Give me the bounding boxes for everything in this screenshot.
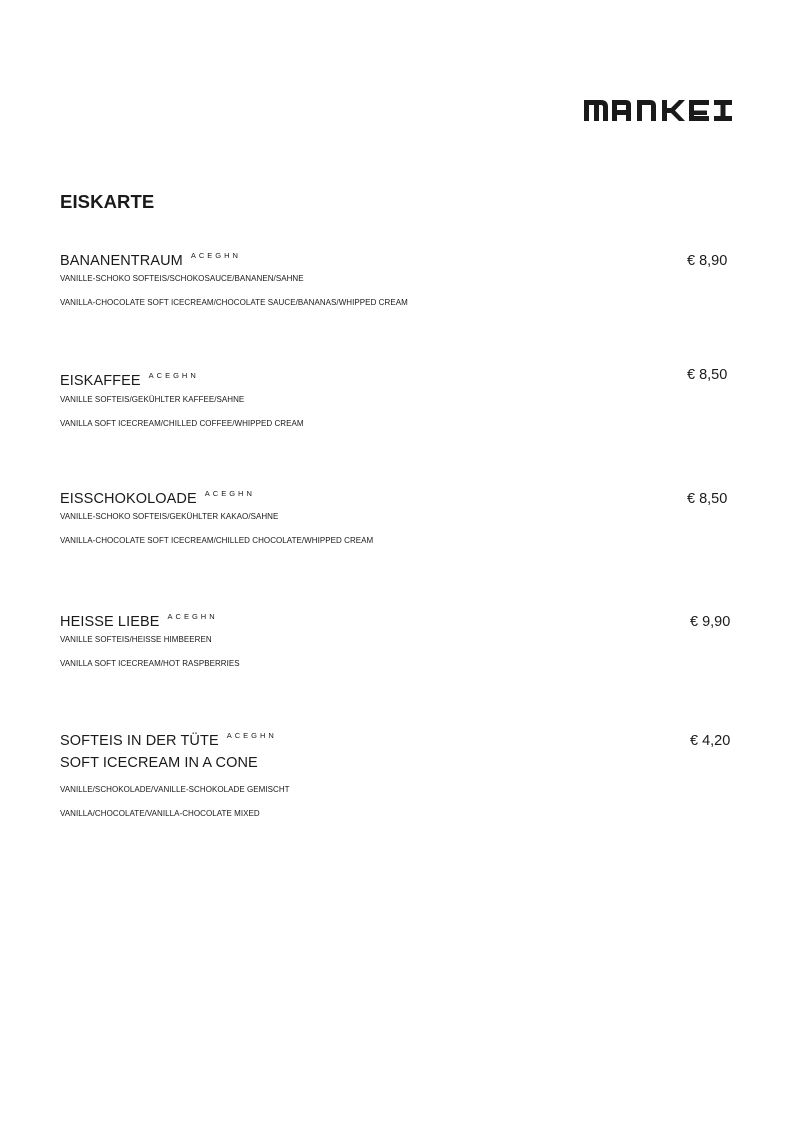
menu-item-header [60,252,735,270]
mankei-logo-mark [584,95,734,121]
menu-item [60,613,735,669]
menu-item-price: € 8,90 [687,253,728,269]
menu-item-price: € 4,20 [690,733,731,749]
menu-item-description-en: VANILLA-CHOCOLATE SOFT ICECREAM/CHOCOLATE SAUCE/BANANAS/WHIPPED CREAM [60,298,408,307]
menu-item-header [60,613,735,631]
allergen-codes: ACEGHN [204,489,255,498]
menu-item-name: HEISSE LIEBE [60,614,160,630]
allergen-codes: ACEGHN [190,251,241,260]
menu-item-description-en: VANILLA SOFT ICECREAM/HOT RASPBERRIES [60,659,240,668]
menu-item-header [60,490,735,508]
menu-item-description-de: VANILLE-SCHOKO SOFTEIS/SCHOKOSAUCE/BANANEN/SAHNE [60,274,304,283]
menu-item-description-en: VANILLA/CHOCOLATE/VANILLA-CHOCOLATE MIXED [60,809,260,818]
menu-item [60,252,735,308]
menu-item-header [60,372,735,390]
menu-item [60,367,735,429]
menu-item-header [60,732,735,750]
menu-item-name: EISKAFFEE [60,373,141,389]
brand-logo [584,95,734,121]
menu-item-description-de: VANILLE-SCHOKO SOFTEIS/GEKÜHLTER KAKAO/SAHNE [60,512,279,521]
menu-item-description-en: VANILLA SOFT ICECREAM/CHILLED COFFEE/WHIPPED CREAM [60,419,304,428]
menu-item-price: € 8,50 [687,491,728,507]
menu-item-description-en: VANILLA-CHOCOLATE SOFT ICECREAM/CHILLED CHOCOLATE/WHIPPED CREAM [60,536,374,545]
menu-item-subname: SOFT ICECREAM IN A CONE [60,755,258,771]
menu-item-description-de: VANILLE/SCHOKOLADE/VANILLE-SCHOKOLADE GEMISCHT [60,785,290,794]
menu-item-name: EISSCHOKOLOADE [60,491,197,507]
allergen-codes: ACEGHN [148,371,199,380]
menu-item [60,732,735,819]
menu-item [60,490,735,546]
menu-item-description-de: VANILLE SOFTEIS/HEISSE HIMBEEREN [60,635,212,644]
menu-item-description-de: VANILLE SOFTEIS/GEKÜHLTER KAFFEE/SAHNE [60,395,245,404]
menu-item-name: BANANENTRAUM [60,253,183,269]
page-title: EISKARTE [60,191,155,212]
allergen-codes: ACEGHN [167,612,218,621]
menu-item-price: € 8,50 [687,367,728,383]
menu-item-price: € 9,90 [690,614,731,630]
allergen-codes: ACEGHN [226,731,277,740]
menu-item-name: SOFTEIS IN DER TÜTE [60,733,219,749]
